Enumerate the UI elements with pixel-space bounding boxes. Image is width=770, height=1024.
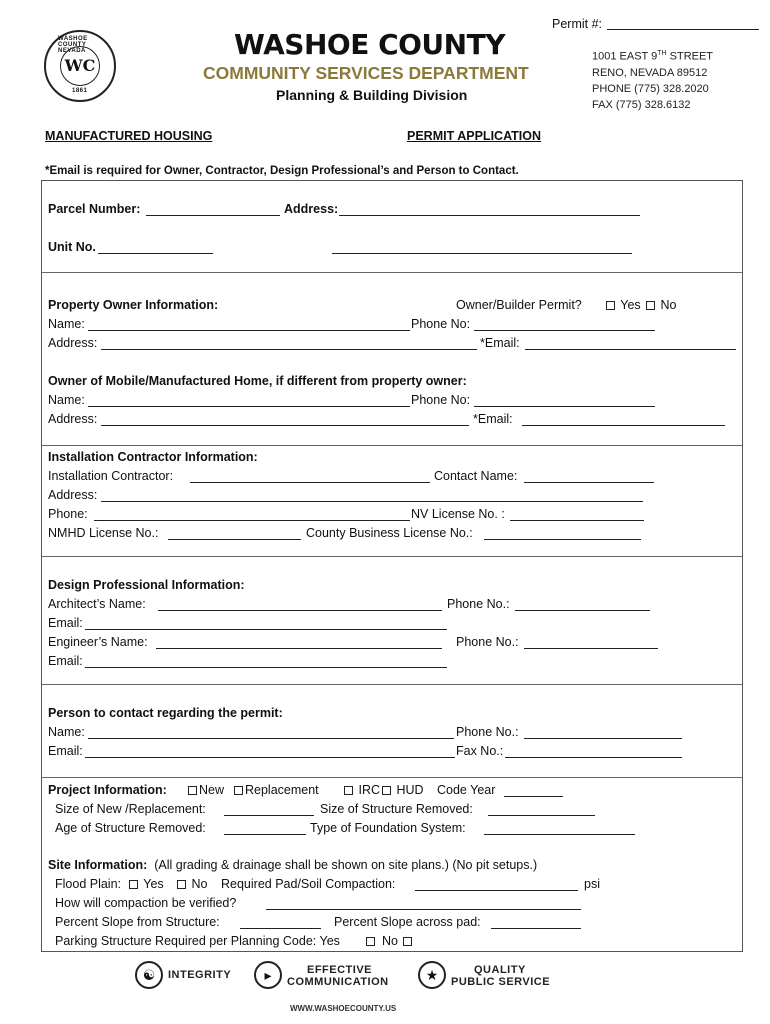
contact-name-label: Contact Name: [434,469,518,483]
contact-heading: Person to contact regarding the permit: [48,706,283,720]
owner-name-field[interactable] [88,330,410,331]
site-heading: Site Information: [48,858,148,872]
parcel-address-label: Address: [284,202,339,216]
parking-label: Parking Structure Required per Planning Code: Yes [55,934,340,948]
home-owner-heading: Owner of Mobile/Manufactured Home, if different from property owner: [48,374,467,388]
email-note: *Email is required for Owner, Contractor, Design Professional’s and Person to Contact. [45,165,519,177]
home-owner-email-label: *Email: [473,412,513,426]
installation-contractor-label: Installation Contractor: [48,469,174,483]
star-icon: ★ [418,961,446,989]
engineer-name-field[interactable] [156,648,442,649]
flood-plain-label: Flood Plain: [55,877,122,891]
department-address: 1001 EAST 9TH STREET RENO, NEVADA 89512 PHONE (775) 328.2020 FAX (775) 328.6132 [592,50,714,111]
divider [41,556,743,557]
checkbox-icon [382,786,391,795]
slope-structure-label: Percent Slope from Structure: [55,915,220,929]
checkbox-icon [646,301,655,310]
footer-integrity: INTEGRITY [168,969,232,981]
engineer-name-label: Engineer’s Name: [48,635,148,649]
parcel-address-line2[interactable] [332,253,632,254]
contractor-address-field[interactable] [101,501,643,502]
project-heading: Project Information: [48,783,167,797]
county-license-label: County Business License No.: [306,526,473,540]
engineer-email-field[interactable] [85,667,447,668]
unit-no-label: Unit No. [48,240,96,254]
contact-name-field[interactable] [524,482,654,483]
owner-phone-field[interactable] [474,330,655,331]
divider [41,777,743,778]
foundation-label: Type of Foundation System: [310,821,466,835]
unit-no-field[interactable] [98,253,213,254]
contact-person-name-field[interactable] [88,738,454,739]
home-owner-email-field[interactable] [522,425,725,426]
contact-fax-field[interactable] [505,757,682,758]
slope-pad-label: Percent Slope across pad: [334,915,481,929]
parking-yes-checkbox[interactable] [364,934,377,948]
contact-email-field[interactable] [85,757,455,758]
county-seal [44,30,116,102]
divider [41,445,743,446]
seal-year: 1861 [72,88,88,94]
form-box [41,180,743,952]
nmhd-license-label: NMHD License No.: [48,526,159,540]
megaphone-icon: ▸ [254,961,282,989]
slope-structure-field[interactable] [240,928,321,929]
parcel-number-label: Parcel Number: [48,202,141,216]
form-title: PERMIT APPLICATION [407,129,542,143]
checkbox-icon [403,937,412,946]
form-type-label: MANUFACTURED HOUSING [45,129,213,143]
verify-compaction-field[interactable] [266,909,581,910]
contractor-address-label: Address: [48,488,98,502]
owner-heading: Property Owner Information: [48,298,219,312]
footer-website[interactable]: WWW.WASHOECOUNTY.US [290,1004,397,1013]
contractor-phone-field[interactable] [94,520,410,521]
county-license-field[interactable] [484,539,641,540]
checkbox-icon [177,880,186,889]
size-new-field[interactable] [224,815,314,816]
builder-permit-yes[interactable]: Yes [604,298,641,312]
foundation-field[interactable] [484,834,635,835]
owner-address-field[interactable] [101,349,477,350]
site-heading-row [48,858,537,872]
engineer-email-label: Email: [48,654,83,668]
parcel-address-field[interactable] [339,215,640,216]
engineer-phone-label: Phone No.: [456,635,519,649]
footer-quality: QUALITY [474,964,526,976]
nmhd-license-field[interactable] [168,539,301,540]
psi-label: psi [584,877,600,891]
flood-plain-no[interactable]: No [175,877,207,891]
architect-name-field[interactable] [158,610,442,611]
footer-public-service: PUBLIC SERVICE [451,976,551,988]
code-year-label: Code Year [437,783,496,797]
footer-communication: COMMUNICATION [287,976,389,988]
seal-monogram: WC [60,46,100,86]
owner-address-label: Address: [48,336,98,350]
home-owner-phone-label: Phone No: [411,393,471,407]
owner-email-label: *Email: [480,336,520,350]
checkbox-icon [344,786,353,795]
handshake-icon: ☯ [135,961,163,989]
contractor-heading: Installation Contractor Information: [48,450,258,464]
owner-phone-label: Phone No: [411,317,471,331]
checkbox-icon [188,786,197,795]
home-owner-address-field[interactable] [101,425,469,426]
project-new-option[interactable]: New [186,783,224,797]
age-removed-label: Age of Structure Removed: [55,821,206,835]
contact-email-label: Email: [48,744,83,758]
county-title: WASHOE COUNTY [234,28,505,61]
architect-phone-field[interactable] [515,610,650,611]
builder-permit-label: Owner/Builder Permit? [456,298,582,312]
home-owner-name-label: Name: [48,393,85,407]
contact-name-label-2: Name: [48,725,85,739]
flood-plain-yes[interactable]: Yes [127,877,164,891]
architect-email-label: Email: [48,616,83,630]
slope-pad-field[interactable] [491,928,581,929]
divider [41,272,743,273]
design-heading: Design Professional Information: [48,578,245,592]
builder-permit-no[interactable]: No [644,298,676,312]
verify-compaction-label: How will compaction be verified? [55,896,237,910]
seal-top-text: WASHOE COUNTY NEVADA [58,36,88,54]
permit-number-field[interactable] [607,29,759,30]
project-irc-option[interactable]: IRC [342,783,380,797]
project-replacement-option[interactable]: Replacement [232,783,319,797]
parcel-number-field[interactable] [146,215,280,216]
nv-license-label: NV License No. : [411,507,505,521]
footer-effective: EFFECTIVE [307,964,373,976]
home-owner-address-label: Address: [48,412,98,426]
parking-no-option[interactable]: No [382,934,414,948]
contact-phone-field[interactable] [524,738,682,739]
code-year-field[interactable] [504,796,563,797]
owner-name-label: Name: [48,317,85,331]
compaction-field[interactable] [415,890,578,891]
home-owner-phone-field[interactable] [474,406,655,407]
checkbox-icon [234,786,243,795]
divider [41,684,743,685]
architect-email-field[interactable] [85,629,447,630]
department-title: COMMUNITY SERVICES DEPARTMENT [203,63,529,83]
permit-number-label: Permit #: [552,17,603,31]
contact-fax-label: Fax No.: [456,744,504,758]
contact-phone-label: Phone No.: [456,725,519,739]
installation-contractor-field[interactable] [190,482,430,483]
age-removed-field[interactable] [224,834,306,835]
contractor-phone-label: Phone: [48,507,88,521]
owner-email-field[interactable] [525,349,736,350]
home-owner-name-field[interactable] [88,406,410,407]
engineer-phone-field[interactable] [524,648,658,649]
size-removed-field[interactable] [488,815,595,816]
checkbox-icon [129,880,138,889]
compaction-label: Required Pad/Soil Compaction: [221,877,396,891]
division-title: Planning & Building Division [276,87,468,103]
project-hud-option[interactable]: HUD [380,783,424,797]
size-removed-label: Size of Structure Removed: [320,802,473,816]
nv-license-field[interactable] [510,520,644,521]
checkbox-icon [366,937,375,946]
architect-phone-label: Phone No.: [447,597,510,611]
size-new-label: Size of New /Replacement: [55,802,206,816]
site-heading-note: (All grading & drainage shall be shown on site plans.) (No pit setups.) [154,858,538,872]
architect-name-label: Architect’s Name: [48,597,146,611]
checkbox-icon [606,301,615,310]
